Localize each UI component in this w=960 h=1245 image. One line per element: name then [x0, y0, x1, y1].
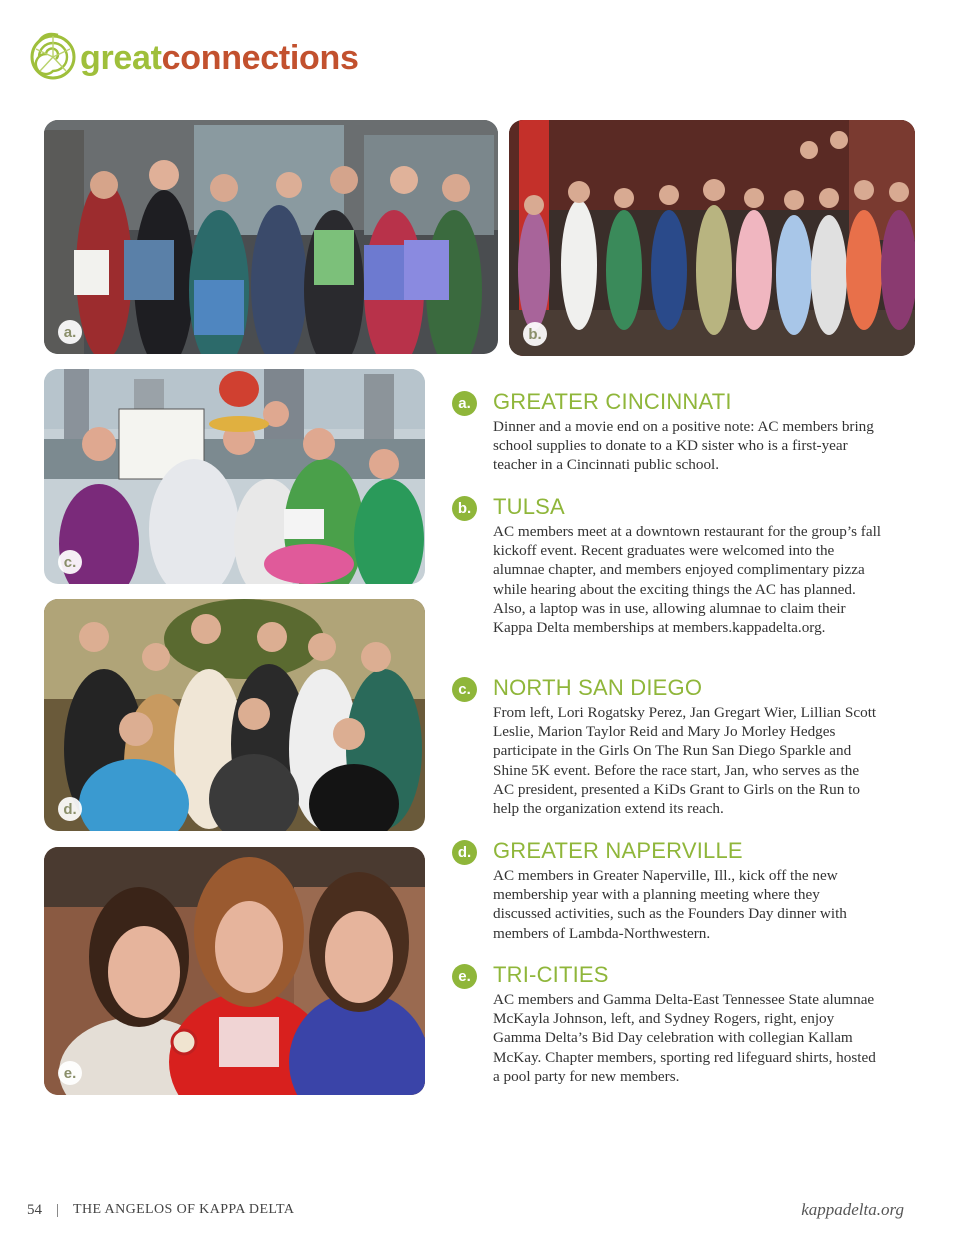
photo-tri-cities	[44, 847, 425, 1095]
photo-north-san-diego	[44, 369, 425, 584]
entry-body: AC members meet at a downtown restaurant for the group’s fall kickoff event. Recent graduates were welcomed into the alumnae chapter, and members enjoyed complimentary pizza while hearing about the exciting things the AC has planned. Also, a laptop was in use, allowing alumnae to claim their Kappa Delta memberships at members.kappadelta.org.	[493, 523, 882, 637]
section-title-connections: connections	[161, 38, 359, 77]
photo-image	[44, 369, 425, 584]
entry-label-badge: c.	[452, 677, 477, 702]
entry-title: TULSA	[493, 494, 565, 519]
entry-greater-cincinnati	[452, 389, 892, 475]
photo-label: c.	[58, 550, 82, 574]
entry-body: AC members and Gamma Delta-East Tennessee State alumnae McKayla Johnson, left, and Sydney Rogers, right, enjoy Gamma Delta’s Bid Day celebration with collegian Kallam McKay. Chapter members, sporting red lifeguard shirts, hosted a pool party for new members.	[493, 991, 876, 1085]
photo-label: a.	[58, 320, 82, 344]
photo-greater-naperville	[44, 599, 425, 831]
entry-north-san-diego	[452, 675, 892, 818]
photo-image	[44, 599, 425, 831]
entry-body: From left, Lori Rogatsky Perez, Jan Gregart Wier, Lillian Scott Leslie, Marion Taylor Reid and Mary Jo Morley Hedges participate in the Girls On The Run San Diego Sparkle and Shine 5K event. Before the race start, Jan, who serves as the AC president, presented a KiDs Grant to Girls on the Run to help the organization extend its reach.	[493, 704, 877, 818]
photo-label: b.	[523, 322, 547, 346]
entry-greater-naperville	[452, 838, 892, 943]
section-header	[28, 24, 359, 86]
section-title	[80, 39, 359, 78]
entry-label-badge: d.	[452, 840, 477, 865]
photo-label: e.	[58, 1061, 82, 1085]
entry-label-badge: b.	[452, 496, 477, 521]
nautilus-shell-icon	[28, 27, 78, 83]
publication-name: THE ANGELOS OF KAPPA DELTA	[73, 1202, 295, 1217]
page-number: 54	[27, 1201, 42, 1218]
entry-title: GREATER NAPERVILLE	[493, 838, 743, 863]
entry-tri-cities	[452, 962, 892, 1086]
photo-tulsa	[509, 120, 915, 356]
photo-image	[44, 847, 425, 1095]
photo-image	[509, 120, 915, 356]
photo-image	[44, 120, 498, 354]
footer-url: kappadelta.org	[801, 1200, 904, 1219]
entry-label-badge: e.	[452, 964, 477, 989]
entry-title: GREATER CINCINNATI	[493, 389, 732, 414]
footer-separator: |	[56, 1201, 60, 1218]
entry-body: Dinner and a movie end on a positive note: AC members bring school supplies to donate to a KD sister who is a first-year teacher in a Cincinnati public school.	[493, 418, 874, 474]
photo-label: d.	[58, 797, 82, 821]
entry-title: NORTH SAN DIEGO	[493, 675, 703, 700]
entry-tulsa	[452, 494, 892, 637]
entry-title: TRI-CITIES	[493, 962, 609, 987]
entry-label-badge: a.	[452, 391, 477, 416]
entry-body: AC members in Greater Naperville, Ill., kick off the new membership year with a planning meeting where they discussed activities, such as the Founders Day dinner with members of Lambda-Northwestern.	[493, 867, 847, 942]
page-footer	[27, 1199, 904, 1221]
photo-greater-cincinnati	[44, 120, 498, 354]
section-title-great: great	[80, 38, 162, 77]
